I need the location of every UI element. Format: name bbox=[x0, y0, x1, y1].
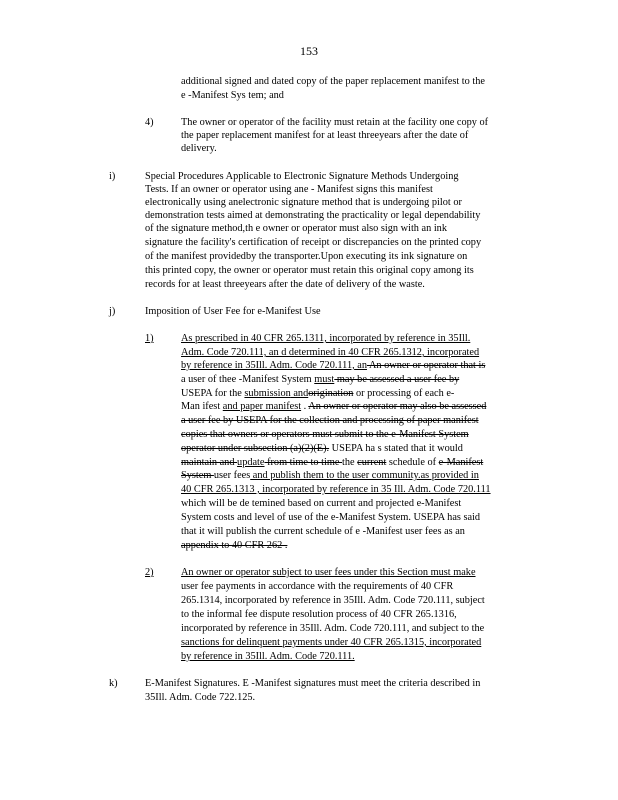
text-line: Man ifest and paper manifest . An owner or operator may also be assessed bbox=[181, 401, 487, 412]
text-line: additional signed and dated copy of the paper replacement manifest to the bbox=[181, 76, 485, 87]
page-number: 153 bbox=[300, 44, 318, 58]
text-line: to the informal fee dispute resolution process of 40 CFR 265.1316, bbox=[181, 609, 457, 620]
sub-2-label: 2) bbox=[145, 567, 154, 578]
text-line: 265.1314, incorporated by reference in 35Ill. Adm. Code 720.111, subject bbox=[181, 595, 485, 606]
text-line: a user of thee -Manifest System must may be assessed a user fee by bbox=[181, 374, 460, 385]
item-j-label: j) bbox=[109, 306, 116, 317]
text-line bbox=[181, 359, 485, 372]
deleted-text: origination bbox=[308, 388, 354, 399]
text-line: maintain and update from time to time the current schedule of e-Manifest bbox=[181, 457, 484, 468]
text-line: Adm. Code 720.111, an d determined in 40 CFR 265.1312, incorporated bbox=[181, 347, 480, 358]
inserted-text: must bbox=[314, 374, 335, 385]
text-line: the paper replacement manifest for at least threeyears after the date of bbox=[181, 130, 469, 141]
inserted-text: 40 CFR 265.1313 , incorporated by reference in 35 Ill. Adm. Code 720.111 bbox=[181, 484, 491, 495]
deleted-text: appendix to 40 CFR 262 . bbox=[181, 540, 288, 551]
deleted-text: copies that owners or operators must submit to the e-Manifest System bbox=[181, 429, 469, 440]
text-line: System user fees and publish them to the user community.as provided in bbox=[181, 470, 479, 481]
text-line: this printed copy, the owner or operator must retain this original copy among its bbox=[145, 265, 474, 276]
text-line: delivery. bbox=[181, 143, 217, 154]
text-line: which will be de temined based on current and projected e-Manifest bbox=[181, 498, 462, 509]
inserted-text: sanctions for delinquent payments under 40 CFR 265.1315, incorporated bbox=[181, 637, 482, 648]
text-line: of the manifest providedby the transporter.Upon executing its ink signature on bbox=[145, 251, 468, 262]
text-line: of the signature method,th e owner or operator must also sign with an ink bbox=[145, 223, 447, 234]
text-line: E-Manifest Signatures. E -Manifest signatures must meet the criteria described in bbox=[145, 678, 481, 689]
text-line: electronically using anelectronic signature method that is undergoing pilot or bbox=[145, 197, 462, 208]
inserted-text: update bbox=[237, 457, 265, 468]
text-line: that it will publish the current schedule of e -Manifest user fees as an bbox=[181, 526, 465, 537]
item-j-heading: Imposition of User Fee for e-Manifest Use bbox=[145, 306, 321, 317]
text-line: operator under subsection (a)(2)(E). USEPA ha s stated that it would bbox=[181, 443, 463, 454]
text-line: e -Manifest Sys tem; and bbox=[181, 90, 284, 101]
inserted-text: by reference in 35Ill. Adm. Code 720.111, bbox=[181, 360, 355, 371]
deleted-text: maintain and bbox=[181, 457, 238, 468]
deleted-text: may be assessed a user fee by bbox=[334, 374, 460, 385]
inserted-text: submission bbox=[244, 388, 291, 399]
text-line: As prescribed in 40 CFR 265.1311, incorporated by reference in 35Ill. bbox=[181, 333, 471, 344]
text-line: incorporated by reference in 35Ill. Adm. Code 720.111, and subject to the bbox=[181, 623, 485, 634]
inserted-text: and paper manifest bbox=[222, 401, 302, 412]
deleted-text: current bbox=[357, 457, 387, 468]
sub-1-label: 1) bbox=[145, 333, 154, 344]
inserted-text: and publish them to the user community.as provided in bbox=[250, 470, 479, 481]
deleted-text: An owner or operator that is bbox=[366, 360, 486, 371]
text-line: records for at least threeyears after the date of delivery of the waste. bbox=[145, 279, 425, 290]
inserted-text: an bbox=[354, 360, 367, 371]
text-line: demonstration tests aimed at demonstrating the practicality or legal dependability bbox=[145, 210, 481, 221]
deleted-text: operator under subsection (a)(2)(E). bbox=[181, 443, 330, 454]
inserted-text: by reference in 35Ill. Adm. Code 720.111. bbox=[181, 651, 355, 662]
text-line: System costs and level of use of the e-Manifest System. USEPA has said bbox=[181, 512, 481, 523]
text-line: 35Ill. Adm. Code 722.125. bbox=[145, 692, 256, 703]
text-line: The owner or operator of the facility must retain at the facility one copy of bbox=[181, 117, 489, 128]
deleted-text: An owner or operator may also be assessed bbox=[308, 401, 487, 412]
text-line: signature the facility's certification of receipt or discrepancies on the printed copy bbox=[145, 237, 482, 248]
deleted-text: e-Manifest bbox=[438, 457, 484, 468]
item-k-label: k) bbox=[109, 678, 118, 689]
inserted-text: An owner or operator subject to user fees under this Section must make bbox=[181, 567, 476, 578]
deleted-text: a user fee by USEPA for the collection and processing of paper manifest bbox=[181, 415, 479, 426]
text-line: Tests. If an owner or operator using ane - Manifest signs this manifest bbox=[145, 184, 433, 195]
item-4-label: 4) bbox=[145, 117, 154, 128]
text-line: USEPA for the submission andorigination or processing of each e- bbox=[181, 388, 455, 399]
deleted-text: System bbox=[181, 470, 214, 481]
text-line: user fee payments in accordance with the requirements of 40 CFR bbox=[181, 581, 454, 592]
text-line: Special Procedures Applicable to Electronic Signature Methods Undergoing bbox=[145, 171, 459, 182]
deleted-text: from time to time bbox=[264, 457, 342, 468]
item-i-label: i) bbox=[109, 171, 116, 182]
